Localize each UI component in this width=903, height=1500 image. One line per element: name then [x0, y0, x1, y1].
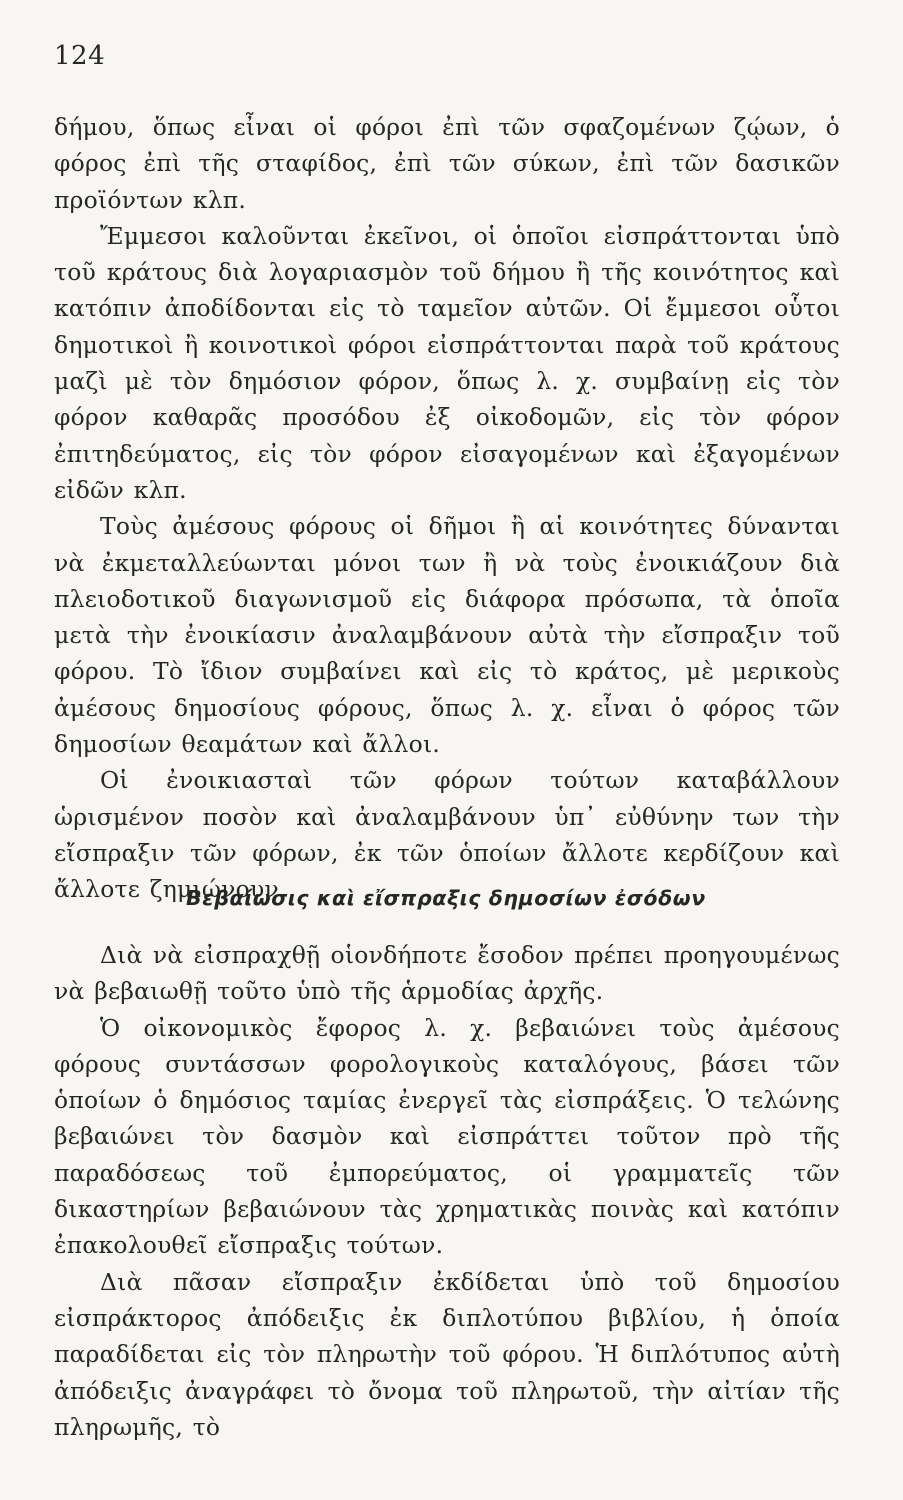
paragraph: Ὁ οἰκονομικὸς ἔφορος λ. χ. βεβαιώνει τοὺς ἀμέσους φόρους συντάσσων φορολογικοὺς καταλόγους, βάσει τῶν ὁποίων ὁ δημόσιος ταμίας ἐνεργεῖ τὰς εἰσπράξεις. Ὁ τελώνης βεβαιώνει τὸν δασμὸν καὶ εἰσπράττει τοῦτον πρὸ τῆς παραδόσεως τοῦ ἐμπορεύματος, οἱ γραμματεῖς τῶν δικαστηρίων βεβαιώνουν τὰς χρηματικὰς ποινὰς καὶ κατόπιν ἐπακολουθεῖ εἴσπραξις τούτων. — [54, 1013, 840, 1260]
section-local-taxes — [54, 109, 840, 908]
section-revenue-collection — [54, 937, 840, 1445]
paragraph: Οἱ ἐνοικιασταὶ τῶν φόρων τούτων καταβάλλουν ὡρισμένον ποσὸν καὶ ἀναλαμβάνουν ὑπ᾽ εὐθύνην των τὴν εἴσπραξιν τῶν φόρων, ἐκ τῶν ὁποίων ἄλλοτε κερδίζουν καὶ ἄλλοτε ζημιώνουν. — [54, 766, 840, 904]
section-heading: Βεβαίωσις καὶ εἴσπραξις δημοσίων ἐσόδων — [186, 886, 706, 910]
paragraph: Διὰ πᾶσαν εἴσπραξιν ἐκδίδεται ὑπὸ τοῦ δημοσίου εἰσπράκτορος ἀπόδειξις ἐκ διπλοτύπου βιβλίου, ἡ ὁποία παραδίδεται εἰς τὸν πληρωτὴν τοῦ φόρου. Ἡ διπλότυπος αὐτὴ ἀπόδειξις ἀναγράφει τὸ ὄνομα τοῦ πληρωτοῦ, τὴν αἰτίαν τῆς πληρωμῆς, τὸ — [54, 1267, 840, 1441]
page-number: 124 — [54, 41, 106, 71]
paragraph: δήμου, ὅπως εἶναι οἱ φόροι ἐπὶ τῶν σφαζομένων ζῴων, ὁ φόρος ἐπὶ τῆς σταφίδος, ἐπὶ τῶν σύκων, ἐπὶ τῶν δασικῶν προϊόντων κλπ. — [54, 113, 840, 214]
paragraph: Διὰ νὰ εἰσπραχθῇ οἱονδήποτε ἔσοδον πρέπει προηγουμένως νὰ βεβαιωθῇ τοῦτο ὑπὸ τῆς ἁρμοδίας ἀρχῆς. — [54, 941, 840, 1006]
paragraph: Ἔμμεσοι καλοῦνται ἐκεῖνοι, οἱ ὁποῖοι εἰσπράττονται ὑπὸ τοῦ κράτους διὰ λογαριασμὸν τοῦ δήμου ἢ τῆς κοινότητος καὶ κατόπιν ἀποδίδονται εἰς τὸ ταμεῖον αὐτῶν. Οἱ ἔμμεσοι οὗτοι δημοτικοὶ ἢ κοινοτικοὶ φόροι εἰσπράττονται παρὰ τοῦ κράτους μαζὶ μὲ τὸν δημόσιον φόρον, ὅπως λ. χ. συμβαίνῃ εἰς τὸν φόρον καθαρᾶς προσόδου ἐξ οἰκοδομῶν, εἰς τὸν φόρον ἐπιτηδεύματος, εἰς τὸν φόρον εἰσαγομένων καὶ ἐξαγομένων εἰδῶν κλπ. — [54, 221, 840, 504]
paragraph: Τοὺς ἀμέσους φόρους οἱ δῆμοι ἢ αἱ κοινότητες δύνανται νὰ ἐκμεταλλεύωνται μόνοι των ἢ νὰ τοὺς ἐνοικιάζουν διὰ πλειοδοτικοῦ διαγωνισμοῦ εἰς διάφορα πρόσωπα, τὰ ὁποῖα μετὰ τὴν ἐνοικίασιν ἀναλαμβάνουν αὐτὰ τὴν εἴσπραξιν τοῦ φόρου. Τὸ ἴδιον συμβαίνει καὶ εἰς τὸ κράτος, μὲ μερικοὺς ἀμέσους δημοσίους φόρους, ὅπως λ. χ. εἶναι ὁ φόρος τῶν δημοσίων θεαμάτων καὶ ἄλλοι. — [54, 512, 840, 759]
